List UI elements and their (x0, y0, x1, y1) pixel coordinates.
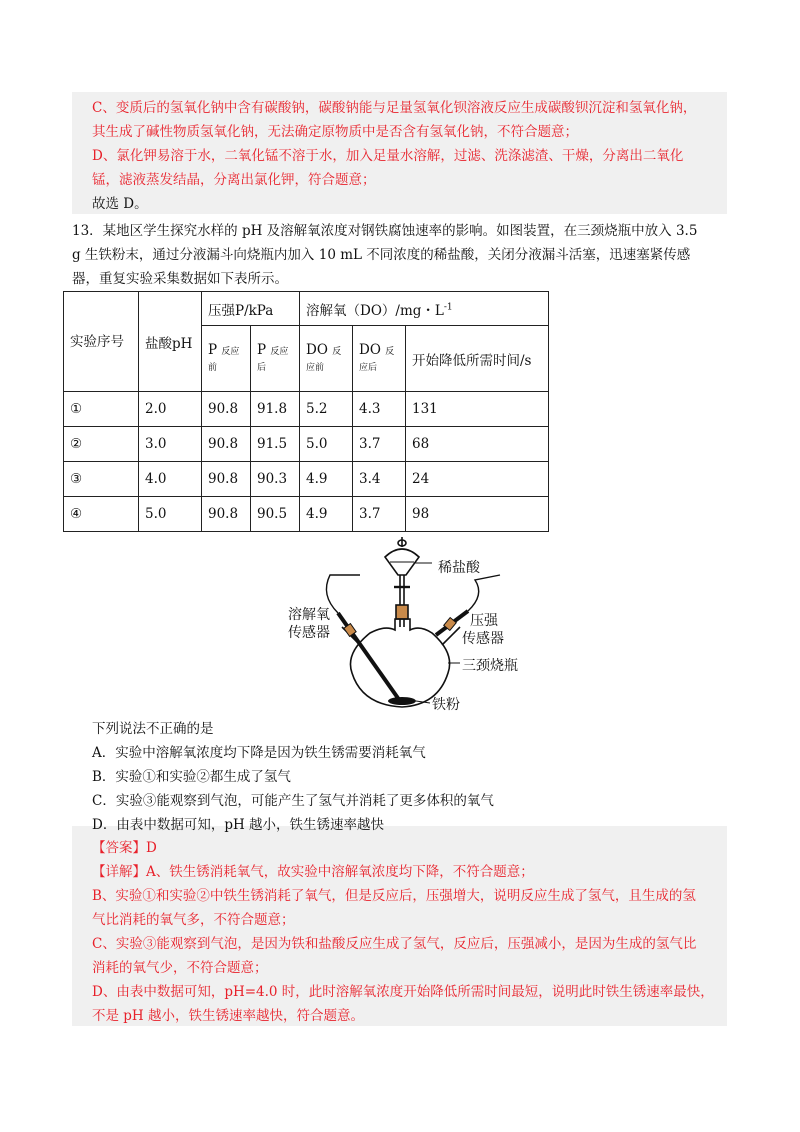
cell-p-after: 90.3 (251, 462, 300, 497)
prev-answer-c-line2: 其生成了碱性物质氢氧化钠，无法确定原物质中是否含有氢氧化钠，不符合题意； (92, 124, 578, 140)
label-iron-powder: 铁粉 (432, 697, 460, 713)
cell-time: 24 (406, 462, 549, 497)
cell-p-before: 90.8 (202, 392, 251, 427)
header-do-exp: -1 (443, 302, 453, 312)
detail-d-line2: 不是 pH 越小，铁生锈速率越快，符合题意。 (92, 1008, 364, 1024)
cell-p-after: 91.8 (251, 392, 300, 427)
detail-a: 【详解】A、铁生锈消耗氧气，故实验中溶解氧浓度均下降，不符合题意； (92, 864, 534, 880)
detail-c-line2: 消耗的氧气少，不符合题意； (92, 960, 268, 976)
header-seq (64, 292, 139, 392)
question-line1: 13．某地区学生探究水样的 pH 及溶解氧浓度对钢铁腐蚀速率的影响。如图装置，在三颈烧瓶中放入 3.5 (72, 223, 698, 239)
prev-answer-conclusion: 故选 D。 (92, 196, 148, 212)
answer-line: 【答案】D (92, 840, 157, 856)
header-p-after-sub: 反应后 (257, 346, 289, 373)
header-do-after-sym: DO (359, 341, 381, 358)
cell-p-before: 90.8 (202, 462, 251, 497)
cell-do-before: 5.2 (300, 392, 353, 427)
option-b: B．实验①和实验②都生成了氢气 (92, 769, 291, 785)
detail-b-line1: B、实验①和实验②中铁生锈消耗了氧气，但是反应后，压强增大，说明反应生成了氢气，且生成的氢 (92, 888, 696, 904)
cell-do-after: 3.4 (353, 462, 406, 497)
cell-time: 131 (406, 392, 549, 427)
cell-p-before: 90.8 (202, 427, 251, 462)
question-line2: g 生铁粉末，通过分液漏斗向烧瓶内加入 10 mL 不同浓度的稀盐酸，关闭分液漏斗活塞，迅速塞紧传感 (72, 247, 691, 263)
cell-do-before: 4.9 (300, 462, 353, 497)
option-a: A．实验中溶解氧浓度均下降是因为铁生锈需要消耗氧气 (92, 745, 426, 761)
cell-ph: 2.0 (139, 392, 202, 427)
header-p-before-sym: P (208, 341, 218, 358)
header-do-before-sym: DO (306, 341, 328, 358)
label-do-sensor-1: 溶解氧 (288, 607, 330, 623)
cell-seq: ① (64, 392, 139, 427)
header-p-before-sub: 反应前 (208, 346, 240, 373)
prev-answer-d-line2: 锰，滤液蒸发结晶，分离出氯化钾，符合题意； (92, 172, 376, 188)
header-ph: 盐酸pH (139, 292, 202, 392)
prev-answer-c-line1: C、变质后的氢氧化钠中含有碳酸钠，碳酸钠能与足量氢氧化钡溶液反应生成碳酸钡沉淀和氢氧化钠， (92, 100, 697, 116)
question-line3: 器，重复实验采集数据如下表所示。 (72, 271, 288, 287)
option-d: D．由表中数据可知，pH 越小，铁生锈速率越快 (92, 817, 385, 833)
detail-c-line1: C、实验③能观察到气泡，是因为铁和盐酸反应生成了氢气，反应后，压强减小，是因为生成的氢气比 (92, 936, 697, 952)
cell-seq: ② (64, 427, 139, 462)
header-do-before (300, 326, 353, 392)
cell-do-after: 4.3 (353, 392, 406, 427)
cell-do-before: 5.0 (300, 427, 353, 462)
detail-d-line1: D、由表中数据可知，pH=4.0 时，此时溶解氧浓度开始降低所需时间最短，说明此时铁生锈速率最快， (92, 984, 714, 1000)
header-do-after (353, 326, 406, 392)
header-time: 开始降低所需时间/s (406, 326, 549, 392)
prev-answer-d-line1: D、氯化钾易溶于水，二氧化锰不溶于水，加入足量水溶解，过滤、洗涤滤渣、干燥，分离出二氧化 (92, 148, 684, 164)
cell-do-after: 3.7 (353, 427, 406, 462)
label-three-neck-flask: 三颈烧瓶 (462, 658, 518, 674)
cell-p-after: 90.5 (251, 497, 300, 532)
cell-do-before: 4.9 (300, 497, 353, 532)
label-dilute-hcl: 稀盐酸 (438, 560, 480, 576)
table-row (64, 497, 549, 532)
header-pressure: 压强P/kPa (202, 292, 300, 326)
header-do-text: 溶解氧（DO）/mg・L (306, 302, 444, 319)
cell-ph: 4.0 (139, 462, 202, 497)
cell-p-after: 91.5 (251, 427, 300, 462)
cell-time: 68 (406, 427, 549, 462)
header-do (300, 292, 549, 326)
header-do-before-sub: 反应前 (306, 346, 342, 373)
cell-p-before: 90.8 (202, 497, 251, 532)
label-pressure-sensor-1: 压强 (470, 613, 498, 629)
header-p-before (202, 326, 251, 392)
cell-ph: 3.0 (139, 427, 202, 462)
cell-seq: ④ (64, 497, 139, 532)
header-p-after (251, 326, 300, 392)
option-c: C．实验③能观察到气泡，可能产生了氢气并消耗了更多体积的氧气 (92, 793, 494, 809)
separatory-funnel (385, 537, 419, 627)
prompt: 下列说法不正确的是 (92, 721, 214, 737)
cell-seq: ③ (64, 462, 139, 497)
table-row (64, 427, 549, 462)
cell-ph: 5.0 (139, 497, 202, 532)
label-do-sensor-2: 传感器 (288, 625, 330, 641)
iron-powder (388, 697, 416, 705)
detail-b-line2: 气比消耗的氧气多，不符合题意； (92, 912, 295, 928)
header-seq-text: 实验序号 (70, 333, 124, 350)
data-table (63, 291, 549, 532)
cell-time: 98 (406, 497, 549, 532)
header-p-after-sym: P (257, 341, 267, 358)
header-do-after-sub: 反应后 (359, 346, 395, 373)
cell-do-after: 3.7 (353, 497, 406, 532)
table-row (64, 462, 549, 497)
label-pressure-sensor-2: 传感器 (462, 631, 504, 647)
table-row (64, 392, 549, 427)
